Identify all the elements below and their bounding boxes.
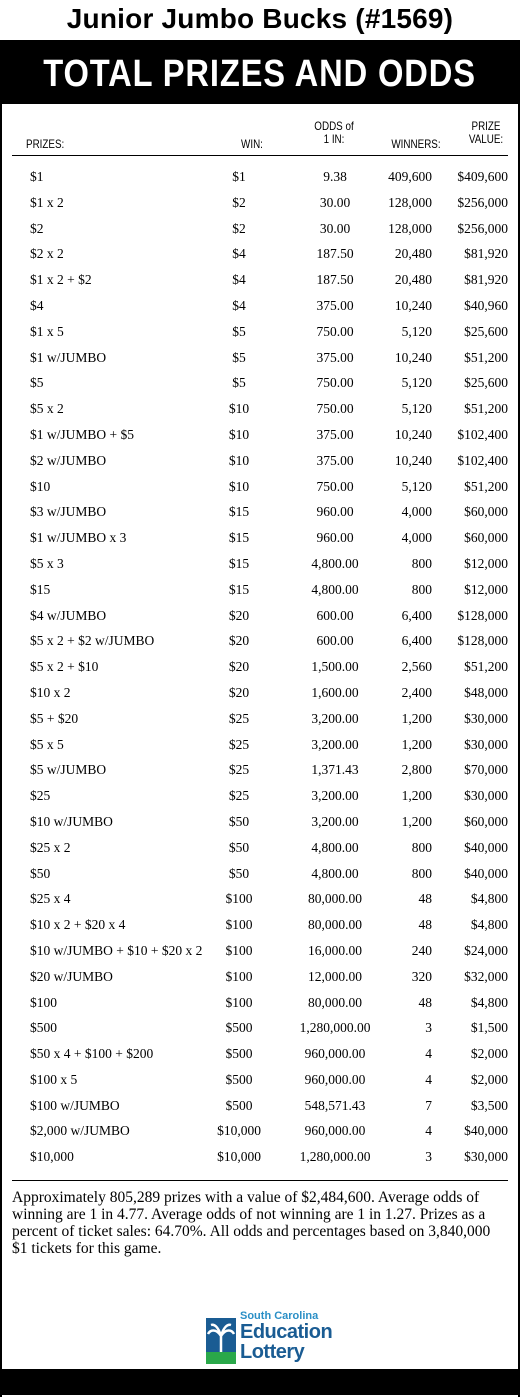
prize-value-cell: $2,000 [470, 1071, 508, 1087]
prize-cell: $10 x 2 [30, 684, 71, 700]
odds-summary: Approximately 805,289 prizes with a value of $2,484,600. Average odds of winning are 1 in 4.77. Average odds of not winning are 1 in 1.27. Prizes as a percent of ticket sales: 64.70%. All odds and percentages based on 3,840,000 $1 tickets for this game. [12, 1189, 491, 1257]
win-cell: $15 [228, 581, 250, 597]
prize-value-cell: $4,800 [470, 891, 508, 907]
logo-line3: Lottery [240, 1341, 305, 1363]
prize-cell: $10 w/JUMBO + $10 + $20 x 2 [30, 942, 203, 958]
table-row [2, 474, 518, 500]
win-cell: $500 [225, 1071, 253, 1087]
prize-value-cell: $128,000 [457, 633, 508, 649]
odds-cell: 960,000.00 [304, 1123, 366, 1139]
odds-cell: 3,200.00 [311, 788, 359, 804]
header-odds-line2: 1 IN: [323, 132, 345, 146]
prize-cell: $25 x 2 [30, 839, 71, 855]
winners-cell: 2,400 [401, 684, 432, 700]
prize-cell: $100 [30, 994, 57, 1010]
winners-cell: 6,400 [401, 633, 432, 649]
prize-cell: $3 w/JUMBO [30, 504, 107, 520]
winners-cell: 7 [425, 1097, 432, 1113]
winners-cell: 2,560 [401, 659, 432, 675]
odds-cell: 750.00 [316, 375, 354, 391]
prize-value-cell: $40,000 [464, 1123, 508, 1139]
prize-cell: $10 [30, 478, 51, 494]
prize-cell: $5 w/JUMBO [30, 762, 107, 778]
table-row [2, 1144, 518, 1170]
winners-cell: 48 [418, 891, 432, 907]
odds-cell: 30.00 [319, 194, 351, 210]
odds-cell: 3,200.00 [311, 813, 359, 829]
prize-value-cell: $102,400 [457, 452, 508, 468]
winners-cell: 1,200 [401, 788, 432, 804]
prize-value-cell: $40,000 [464, 865, 508, 881]
win-cell: $5 [232, 349, 246, 365]
prize-value-cell: $4,800 [470, 917, 508, 933]
winners-cell: 20,480 [394, 272, 432, 288]
odds-cell: 80,000.00 [308, 994, 362, 1010]
header-odds-line1: ODDS of [314, 119, 354, 133]
prize-cell: $5 + $20 [30, 710, 79, 726]
header-prize-value [463, 120, 509, 160]
table-row [2, 628, 518, 654]
winners-cell: 3 [425, 1020, 432, 1036]
prize-value-cell: $60,000 [464, 813, 508, 829]
table-row [2, 1093, 518, 1119]
table-row [2, 1041, 518, 1067]
header-divider [12, 155, 508, 156]
banner-text: TOTAL PRIZES AND ODDS [43, 53, 477, 95]
prize-value-cell: $128,000 [457, 607, 508, 623]
win-cell: $15 [228, 530, 250, 546]
winners-cell: 5,120 [401, 323, 432, 339]
table-row [2, 345, 518, 371]
prize-value-cell: $12,000 [464, 555, 508, 571]
prize-value-cell: $102,400 [457, 426, 508, 442]
winners-cell: 10,240 [394, 297, 432, 313]
odds-cell: 187.50 [316, 272, 354, 288]
prize-value-cell: $25,600 [464, 375, 508, 391]
prize-value-cell: $81,920 [464, 272, 508, 288]
win-cell: $100 [225, 891, 253, 907]
winners-cell: 48 [418, 917, 432, 933]
prize-rows [2, 164, 518, 1170]
win-cell: $10 [228, 478, 250, 494]
win-cell: $100 [225, 917, 253, 933]
prize-cell: $2 x 2 [30, 246, 64, 262]
win-cell: $25 [228, 710, 250, 726]
win-cell: $10 [228, 426, 250, 442]
odds-cell: 600.00 [316, 633, 354, 649]
win-cell: $100 [225, 968, 253, 984]
table-row [2, 757, 518, 783]
table-row [2, 267, 518, 293]
prize-value-cell: $60,000 [464, 530, 508, 546]
winners-cell: 128,000 [388, 220, 432, 236]
win-cell: $500 [225, 1046, 253, 1062]
odds-cell: 3,200.00 [311, 710, 359, 726]
win-cell: $4 [232, 246, 246, 262]
prize-value-cell: $1,500 [470, 1020, 508, 1036]
winners-cell: 5,120 [401, 401, 432, 417]
prize-cell: $1 w/JUMBO + $5 [30, 426, 134, 442]
win-cell: $4 [232, 297, 246, 313]
prize-cell: $4 w/JUMBO [30, 607, 107, 623]
odds-cell: 1,280,000.00 [299, 1149, 371, 1165]
table-row [2, 293, 518, 319]
table-row [2, 603, 518, 629]
table-row [2, 551, 518, 577]
table-row [2, 1015, 518, 1041]
prize-cell: $20 w/JUMBO [30, 968, 113, 984]
prize-value-cell: $60,000 [464, 504, 508, 520]
odds-cell: 1,600.00 [311, 684, 359, 700]
win-cell: $100 [225, 942, 253, 958]
winners-cell: 5,120 [401, 478, 432, 494]
table-row [2, 1067, 518, 1093]
odds-cell: 960.00 [316, 530, 354, 546]
odds-cell: 750.00 [316, 478, 354, 494]
table-row [2, 990, 518, 1016]
win-cell: $50 [228, 839, 250, 855]
win-cell: $25 [228, 762, 250, 778]
table-row [2, 964, 518, 990]
prize-cell: $5 [30, 375, 44, 391]
odds-cell: 1,280,000.00 [299, 1020, 371, 1036]
prize-cell: $1 w/JUMBO [30, 349, 107, 365]
win-cell: $20 [228, 633, 250, 649]
prize-value-cell: $30,000 [464, 710, 508, 726]
winners-cell: 10,240 [394, 452, 432, 468]
prize-cell: $1 [30, 169, 44, 184]
odds-cell: 4,800.00 [311, 555, 359, 571]
prize-value-cell: $40,960 [464, 297, 508, 313]
banner-heading [2, 42, 518, 104]
header-prizes: PRIZES: [26, 137, 65, 151]
logo-line1: South Carolina [240, 1310, 319, 1322]
header-win: WIN: [241, 137, 263, 151]
winners-cell: 1,200 [401, 736, 432, 752]
prize-value-cell: $81,920 [464, 246, 508, 262]
win-cell: $10 [228, 401, 250, 417]
winners-cell: 4,000 [401, 504, 432, 520]
odds-cell: 4,800.00 [311, 865, 359, 881]
header-odds [309, 120, 358, 160]
odds-cell: 4,800.00 [311, 581, 359, 597]
prize-cell: $5 x 2 + $10 [30, 659, 99, 675]
winners-cell: 10,240 [394, 349, 432, 365]
win-cell: $20 [228, 659, 250, 675]
odds-cell: 375.00 [316, 452, 354, 468]
prize-cell: $10 w/JUMBO [30, 813, 113, 829]
table-row [2, 654, 518, 680]
prize-cell: $10 x 2 + $20 x 4 [30, 917, 126, 933]
prize-cell: $5 x 5 [30, 736, 64, 752]
table-row [2, 396, 518, 422]
prize-value-cell: $409,600 [457, 169, 508, 184]
win-cell: $5 [232, 323, 246, 339]
odds-cell: 750.00 [316, 323, 354, 339]
prize-value-cell: $12,000 [464, 581, 508, 597]
header-value-line1: PRIZE [471, 119, 501, 133]
prize-value-cell: $24,000 [464, 942, 508, 958]
prize-cell: $2 w/JUMBO [30, 452, 107, 468]
win-cell: $2 [232, 220, 246, 236]
win-cell: $10,000 [217, 1149, 261, 1165]
odds-cell: 960.00 [316, 504, 354, 520]
bottom-bar [0, 1369, 520, 1395]
table-row [2, 448, 518, 474]
winners-cell: 240 [411, 942, 432, 958]
prize-cell: $1 x 2 + $2 [30, 272, 92, 288]
winners-cell: 1,200 [401, 710, 432, 726]
win-cell: $5 [232, 375, 246, 391]
odds-cell: 80,000.00 [308, 917, 362, 933]
winners-cell: 48 [418, 994, 432, 1010]
odds-cell: 16,000.00 [308, 942, 362, 958]
win-cell: $500 [225, 1020, 253, 1036]
prize-cell: $2 [30, 220, 44, 236]
table-row [2, 190, 518, 216]
header-value-line2: VALUE: [468, 132, 504, 146]
prize-cell: $1 x 2 [30, 194, 64, 210]
table-row [2, 499, 518, 525]
header-winners: WINNERS: [391, 137, 441, 151]
winners-cell: 320 [411, 968, 432, 984]
odds-cell: 960,000.00 [304, 1071, 366, 1087]
table-row [2, 241, 518, 267]
prize-cell: $15 [30, 581, 51, 597]
table-row [2, 861, 518, 887]
palmetto-icon [206, 1318, 236, 1364]
prize-value-cell: $70,000 [464, 762, 508, 778]
table-row [2, 783, 518, 809]
prize-value-cell: $30,000 [464, 788, 508, 804]
prize-value-cell: $2,000 [470, 1046, 508, 1062]
table-row [2, 525, 518, 551]
winners-cell: 3 [425, 1149, 432, 1165]
win-cell: $4 [232, 272, 246, 288]
odds-cell: 30.00 [319, 220, 351, 236]
odds-cell: 4,800.00 [311, 839, 359, 855]
winners-cell: 2,800 [401, 762, 432, 778]
table-row [2, 319, 518, 345]
prize-cell: $100 w/JUMBO [30, 1097, 120, 1113]
prize-value-cell: $256,000 [457, 220, 508, 236]
prize-value-cell: $40,000 [464, 839, 508, 855]
prize-cell: $10,000 [30, 1149, 74, 1165]
table-row [2, 1118, 518, 1144]
table-row [2, 938, 518, 964]
prize-value-cell: $30,000 [464, 1149, 508, 1165]
prize-value-cell: $51,200 [464, 659, 508, 675]
table-row [2, 912, 518, 938]
odds-table-frame [0, 40, 520, 1397]
prize-value-cell: $3,500 [470, 1097, 508, 1113]
odds-cell: 960,000.00 [304, 1046, 366, 1062]
prize-cell: $100 x 5 [30, 1071, 78, 1087]
win-cell: $20 [228, 607, 250, 623]
odds-cell: 80,000.00 [308, 891, 362, 907]
prize-cell: $2,000 w/JUMBO [30, 1123, 130, 1139]
prize-value-cell: $51,200 [464, 478, 508, 494]
summary-divider [12, 1180, 508, 1181]
prize-cell: $25 x 4 [30, 891, 71, 907]
prize-value-cell: $51,200 [464, 349, 508, 365]
sc-education-lottery-logo [206, 1310, 356, 1370]
table-row [2, 680, 518, 706]
prize-cell: $25 [30, 788, 51, 804]
prize-cell: $50 x 4 + $100 + $200 [30, 1046, 154, 1062]
winners-cell: 1,200 [401, 813, 432, 829]
winners-cell: 800 [411, 555, 432, 571]
win-cell: $15 [228, 504, 250, 520]
logo-line2: Education [240, 1321, 333, 1343]
winners-cell: 800 [411, 581, 432, 597]
prize-cell: $4 [30, 297, 44, 313]
prize-cell: $5 x 2 [30, 401, 64, 417]
prize-value-cell: $51,200 [464, 401, 508, 417]
winners-cell: 4,000 [401, 530, 432, 546]
win-cell: $25 [228, 736, 250, 752]
prize-value-cell: $25,600 [464, 323, 508, 339]
odds-cell: 1,371.43 [311, 762, 359, 778]
prize-cell: $5 x 3 [30, 555, 64, 571]
winners-cell: 5,120 [401, 375, 432, 391]
prize-value-cell: $32,000 [464, 968, 508, 984]
odds-cell: 600.00 [316, 607, 354, 623]
prize-cell: $500 [30, 1020, 57, 1036]
odds-cell: 375.00 [316, 349, 354, 365]
table-row [2, 370, 518, 396]
odds-cell: 3,200.00 [311, 736, 359, 752]
prize-value-cell: $4,800 [470, 994, 508, 1010]
winners-cell: 20,480 [394, 246, 432, 262]
odds-cell: 548,571.43 [304, 1097, 366, 1113]
winners-cell: 409,600 [388, 169, 432, 184]
win-cell: $50 [228, 865, 250, 881]
win-cell: $10,000 [217, 1123, 261, 1139]
odds-cell: 12,000.00 [308, 968, 362, 984]
page-title: Junior Jumbo Bucks (#1569) [66, 3, 454, 34]
odds-cell: 375.00 [316, 426, 354, 442]
win-cell: $10 [228, 452, 250, 468]
table-row [2, 886, 518, 912]
win-cell: $1 [232, 169, 246, 184]
table-row [2, 809, 518, 835]
odds-cell: 1,500.00 [311, 659, 359, 675]
prize-cell: $50 [30, 865, 51, 881]
winners-cell: 4 [425, 1071, 432, 1087]
winners-cell: 10,240 [394, 426, 432, 442]
win-cell: $100 [225, 994, 253, 1010]
winners-cell: 6,400 [401, 607, 432, 623]
table-row [2, 422, 518, 448]
prize-value-cell: $256,000 [457, 194, 508, 210]
winners-cell: 4 [425, 1046, 432, 1062]
prize-cell: $5 x 2 + $2 w/JUMBO [30, 633, 155, 649]
winners-cell: 800 [411, 865, 432, 881]
odds-cell: 375.00 [316, 297, 354, 313]
logo-text [240, 1310, 332, 1362]
win-cell: $2 [232, 194, 246, 210]
table-row [2, 216, 518, 242]
table-row [2, 732, 518, 758]
win-cell: $15 [228, 555, 250, 571]
table-row [2, 577, 518, 603]
win-cell: $50 [228, 813, 250, 829]
table-row [2, 835, 518, 861]
prize-value-cell: $48,000 [464, 684, 508, 700]
table-row [2, 164, 518, 190]
win-cell: $500 [225, 1097, 253, 1113]
prize-cell: $1 x 5 [30, 323, 64, 339]
prize-cell: $1 w/JUMBO x 3 [30, 530, 127, 546]
winners-cell: 128,000 [388, 194, 432, 210]
prize-value-cell: $30,000 [464, 736, 508, 752]
odds-cell: 9.38 [323, 169, 347, 184]
winners-cell: 800 [411, 839, 432, 855]
odds-cell: 187.50 [316, 246, 354, 262]
winners-cell: 4 [425, 1123, 432, 1139]
odds-cell: 750.00 [316, 401, 354, 417]
win-cell: $25 [228, 788, 250, 804]
win-cell: $20 [228, 684, 250, 700]
table-row [2, 706, 518, 732]
